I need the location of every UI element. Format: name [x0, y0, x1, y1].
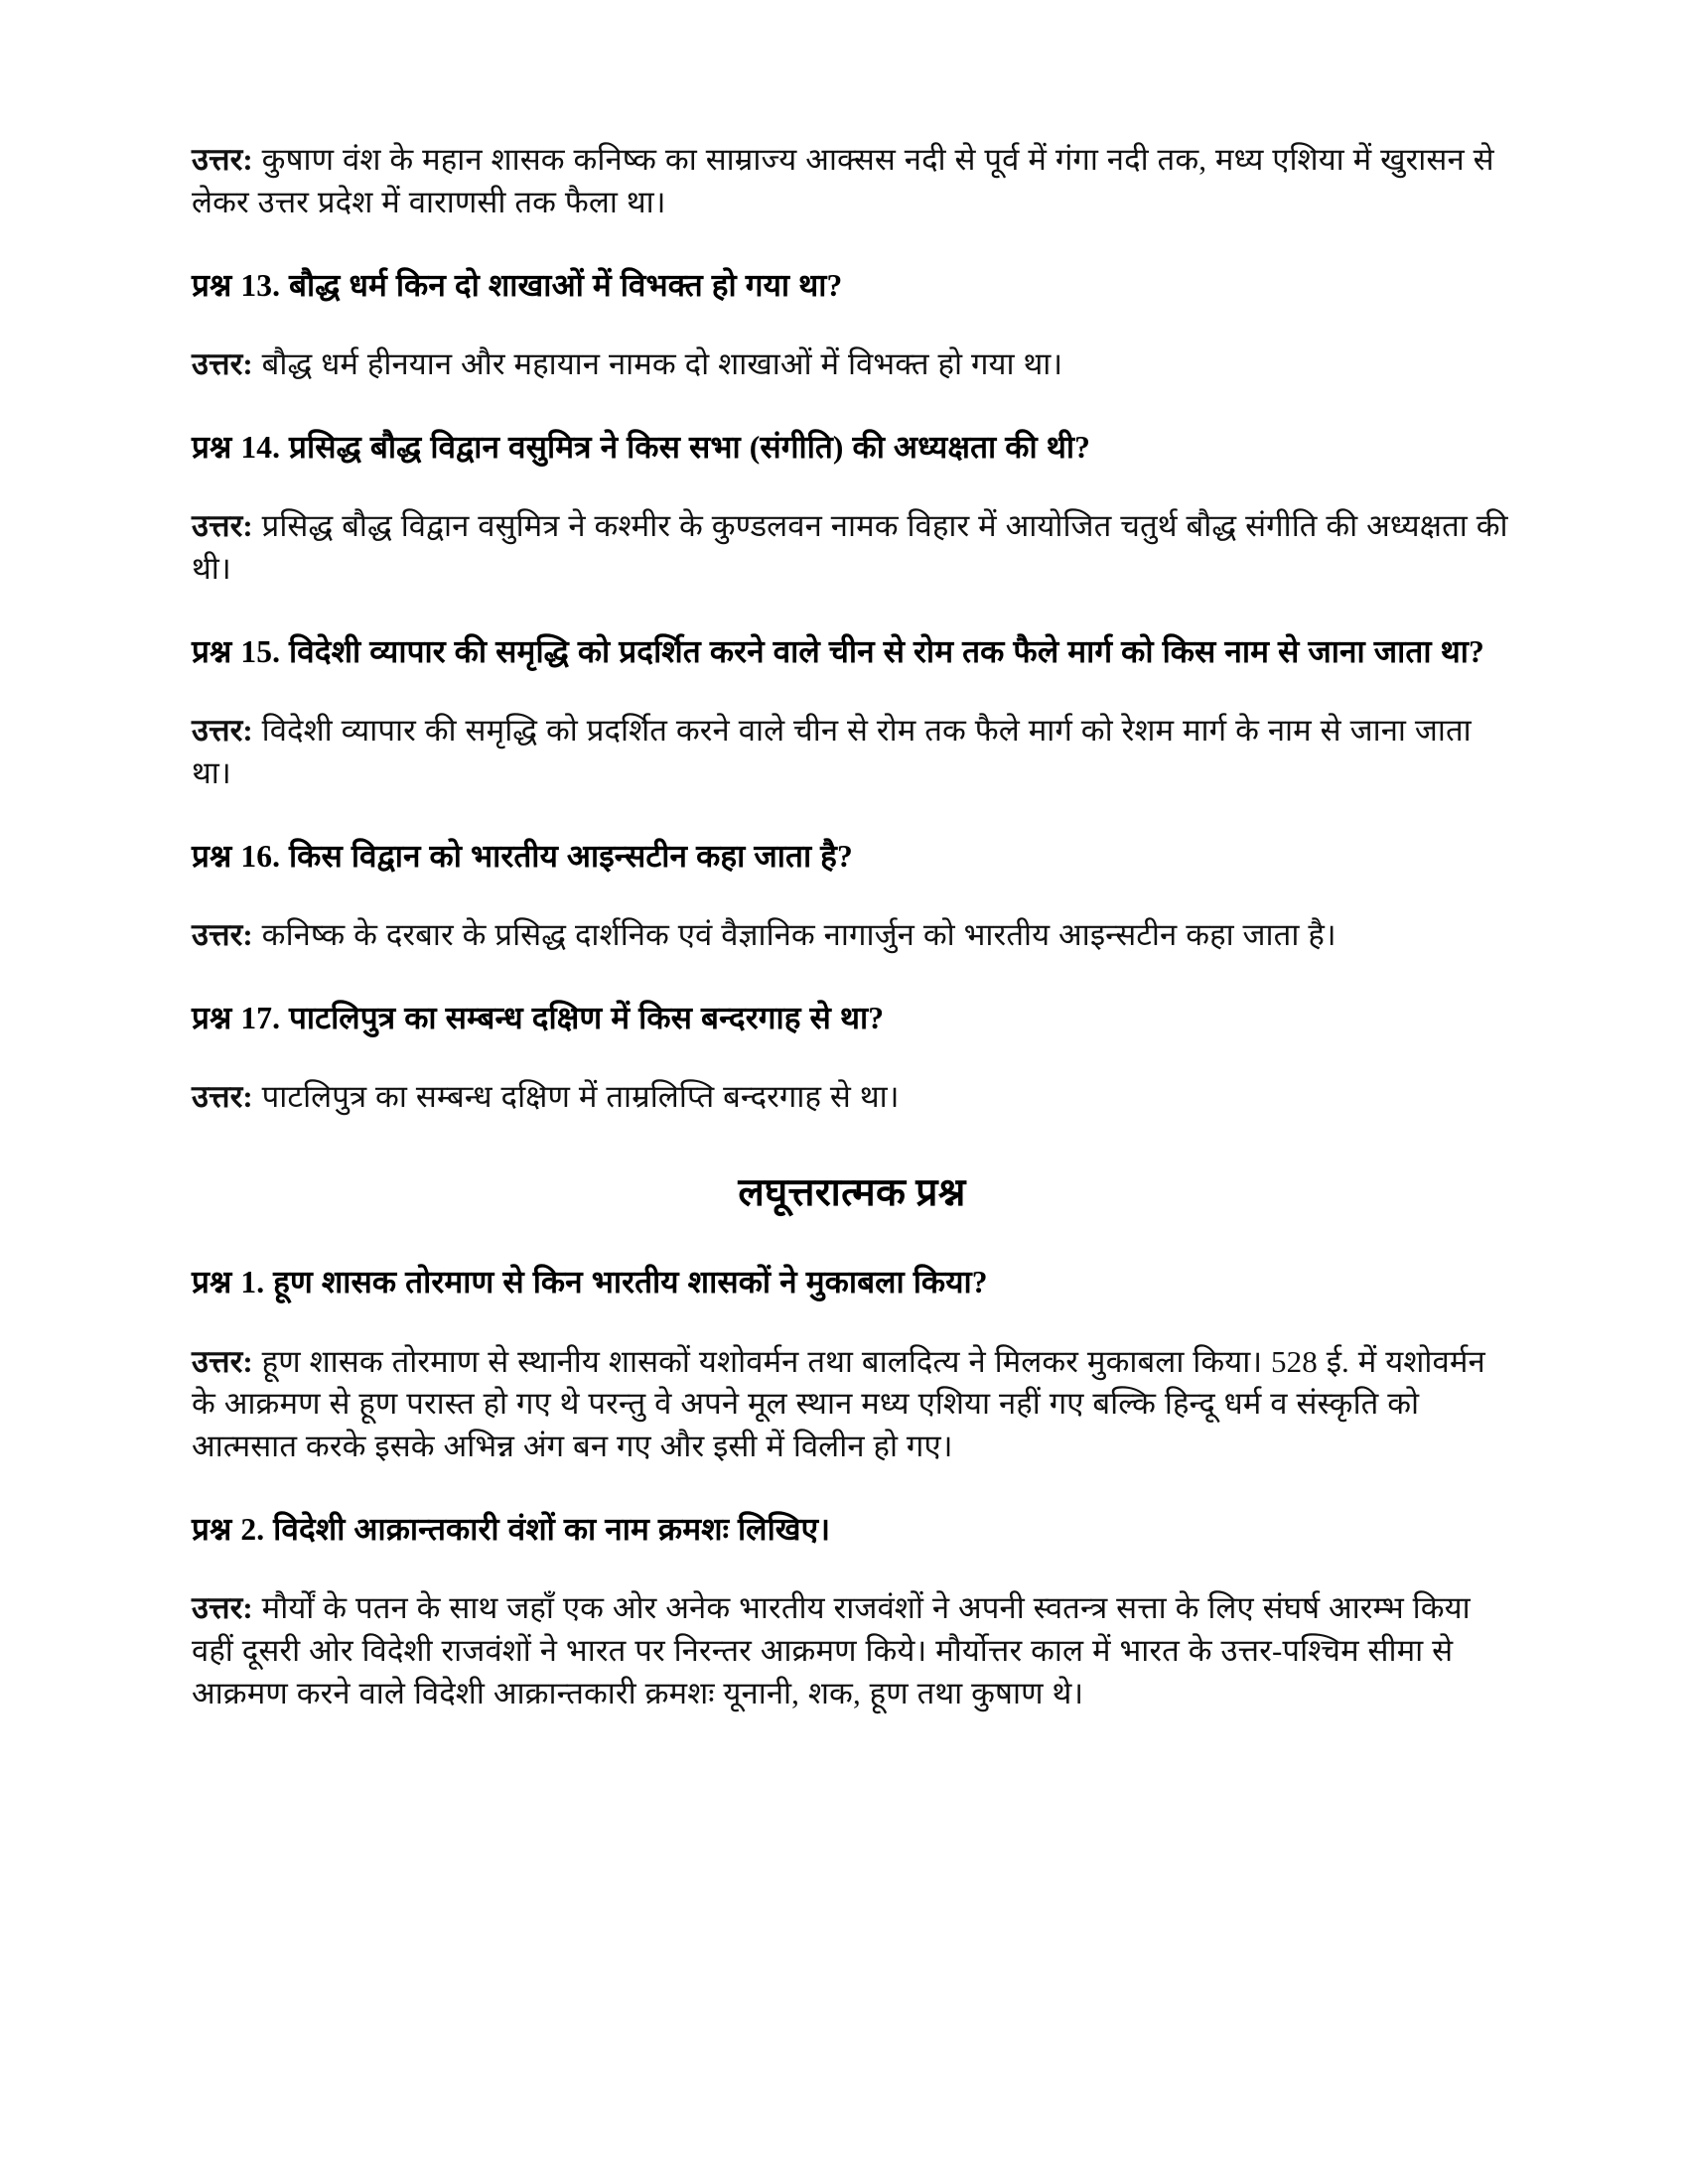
answer-label: उत्तर:: [192, 142, 253, 177]
question-14: प्रश्न 14. प्रसिद्ध बौद्ध विद्वान वसुमित्र ने किस सभा (संगीति) की अध्यक्षता की थी?: [192, 429, 1090, 465]
document-content: [192, 139, 1512, 1749]
answer-label: उत्तर:: [192, 508, 253, 544]
question-16: प्रश्न 16. किस विद्वान को भारतीय आइन्सटीन कहा जाता है?: [192, 838, 853, 874]
answer-text: बौद्ध धर्म हीनयान और महायान नामक दो शाखाओं में विभक्त हो गया था।: [252, 346, 1063, 381]
answer-label: उत्तर:: [192, 713, 253, 749]
answer-label: उत्तर:: [192, 1343, 253, 1379]
answer-paragraph: [192, 914, 1512, 957]
answer-label: उत्तर:: [192, 1590, 253, 1626]
question-15: प्रश्न 15. विदेशी व्यापार की समृद्धि को प्रदर्शित करने वाले चीन से रोम तक फैले मार्ग को किस नाम से जाना जाता था?: [192, 633, 1484, 669]
answer-paragraph: [192, 1076, 1512, 1119]
answer-text: हूण शासक तोरमाण से स्थानीय शासकों यशोवर्मन तथा बालदित्य ने मिलकर मुकाबला किया। 528 ई. में यशोवर्मन के आक्रमण से हूण परास्त हो गए थे परन्तु वे अपने मूल स्थान मध्य एशिया नहीं गए बल्कि हिन्दू धर्म व संस्कृति को आत्मसात करके इसके अभिन्न अंग बन गए और इसी में विलीन हो गए।: [192, 1343, 1485, 1464]
answer-text: कनिष्क के दरबार के प्रसिद्ध दार्शनिक एवं वैज्ञानिक नागार्जुन को भारतीय आइन्सटीन कहा जाता है।: [252, 917, 1336, 953]
answer-text: पाटलिपुत्र का सम्बन्ध दक्षिण में ताम्रलिप्ति बन्दरगाह से था।: [252, 1079, 900, 1115]
short-question-2: प्रश्न 2. विदेशी आक्रान्तकारी वंशों का नाम क्रमशः लिखिए।: [192, 1512, 831, 1547]
answer-label: उत्तर:: [192, 346, 253, 381]
answer-label: उत्तर:: [192, 917, 253, 953]
answer-paragraph: [192, 710, 1512, 795]
answer-paragraph: [192, 1587, 1512, 1714]
question-13: प्रश्न 13. बौद्ध धर्म किन दो शाखाओं में विभक्त हो गया था?: [192, 267, 843, 303]
section-heading-short-answer: लघूत्तरात्मक प्रश्न: [738, 1171, 966, 1215]
answer-text: कुषाण वंश के महान शासक कनिष्क का साम्राज्य आक्सस नदी से पूर्व में गंगा नदी तक, मध्य एशिया में खुरासन से लेकर उत्तर प्रदेश में वाराणसी तक फैला था।: [192, 142, 1494, 219]
question-17: प्रश्न 17. पाटलिपुत्र का सम्बन्ध दक्षिण में किस बन्दरगाह से था?: [192, 1001, 885, 1035]
answer-text: विदेशी व्यापार की समृद्धि को प्रदर्शित करने वाले चीन से रोम तक फैले मार्ग को रेशम मार्ग के नाम से जाना जाता था।: [192, 713, 1472, 790]
short-question-1: प्रश्न 1. हूण शासक तोरमाण से किन भारतीय शासकों ने मुकाबला किया?: [192, 1265, 988, 1300]
answer-paragraph: [192, 505, 1512, 591]
answer-label: उत्तर:: [192, 1079, 253, 1115]
answer-paragraph: [192, 139, 1512, 224]
answer-text: मौर्यों के पतन के साथ जहाँ एक ओर अनेक भारतीय राजवंशों ने अपनी स्वतन्त्र सत्ता के लिए संघर्ष आरम्भ किया वहीं दूसरी ओर विदेशी राजवंशों ने भारत पर निरन्तर आक्रमण किये। मौर्योत्तर काल में भारत के उत्तर-पश्चिम सीमा से आक्रमण करने वाले विदेशी आक्रान्तकारी क्रमशः यूनानी, शक, हूण तथा कुषाण थे।: [192, 1590, 1471, 1710]
answer-paragraph: [192, 343, 1512, 386]
answer-paragraph: [192, 1341, 1512, 1468]
answer-text: प्रसिद्ध बौद्ध विद्वान वसुमित्र ने कश्मीर के कुण्डलवन नामक विहार में आयोजित चतुर्थ बौद्ध संगीति की अध्यक्षता की थी।: [192, 508, 1508, 586]
